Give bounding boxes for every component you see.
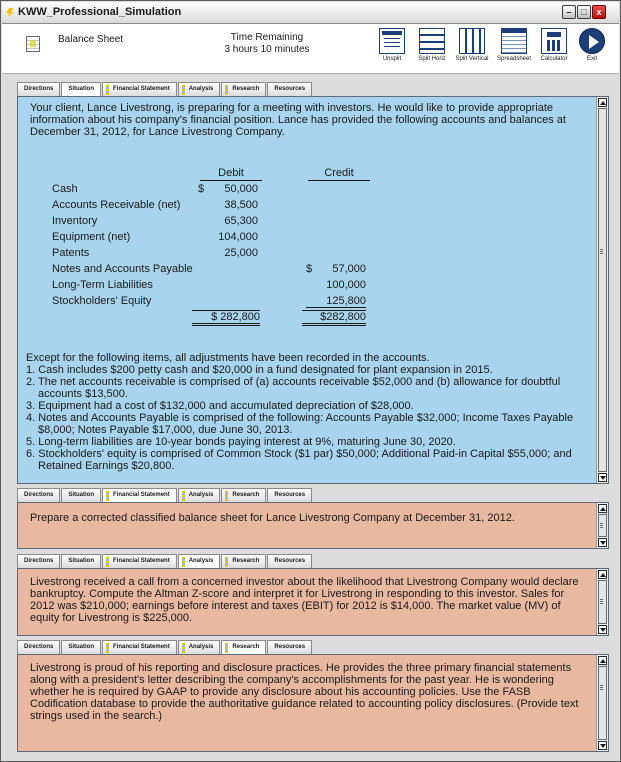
dollar-sign: $ [198, 183, 205, 195]
vertical-scrollbar[interactable] [596, 569, 608, 635]
spreadsheet-button[interactable] [494, 28, 534, 62]
time-remaining-label: Time Remaining [230, 32, 304, 43]
tab-analysis[interactable]: Analysis [178, 488, 221, 502]
table-row [52, 247, 382, 263]
credit-value: 125,800 [306, 295, 366, 308]
credit-value: 57,000 [332, 263, 366, 275]
time-remaining-value: 3 hours 10 minutes [224, 44, 310, 55]
unsplit-icon [379, 28, 405, 54]
table-row [52, 215, 382, 231]
account-name: Notes and Accounts Payable [52, 263, 193, 275]
situation-panel [17, 82, 609, 484]
scroll-down-icon[interactable] [598, 741, 607, 750]
vertical-scrollbar[interactable] [596, 97, 608, 483]
tab-bar [17, 82, 313, 96]
list-item: 5. Long-term liabilities are 10-year bonds paying interest at 9%, maturing June 30, 2020. [26, 436, 456, 448]
analysis-panel [17, 554, 609, 636]
unsplit-label: Unsplit [382, 56, 402, 62]
grip-icon [600, 685, 603, 691]
tab-research[interactable]: Research [221, 554, 266, 568]
total-credit: $282,800 [302, 310, 366, 326]
minimize-button[interactable]: – [562, 5, 576, 19]
tab-situation[interactable]: Situation [61, 640, 101, 654]
tab-bar [17, 640, 313, 654]
notes-intro: Except for the following items, all adjustments have been recorded in the accounts. [26, 352, 430, 364]
exit-button[interactable] [572, 28, 612, 62]
tab-bar [17, 488, 313, 502]
list-item: 4. Notes and Accounts Payable is comprised of the following: Accounts Payable $32,000; Income Taxes Payable $8,000; Notes Payable $17,000, due June 30, 2013. [26, 412, 574, 436]
grip-icon [600, 523, 603, 529]
tab-financial-statement[interactable]: Financial Statement [102, 554, 177, 568]
list-item: 6. Stockholders' equity is comprised of Common Stock ($1 par) $50,000; Additional Paid-in Capital $55,000; and Retained Earnings $20,800. [26, 448, 572, 472]
calculator-icon [541, 28, 567, 54]
close-button[interactable]: x [592, 5, 606, 19]
financial-statement-content [17, 502, 609, 549]
split-horizontal-button[interactable] [412, 28, 452, 62]
scroll-down-icon[interactable] [598, 625, 607, 634]
maximize-button[interactable]: □ [577, 5, 591, 19]
table-row [52, 231, 382, 247]
vertical-scrollbar[interactable] [596, 503, 608, 548]
tab-research[interactable]: Research [221, 82, 266, 96]
scroll-up-icon[interactable] [598, 504, 607, 513]
debit-value: 65,300 [224, 215, 258, 227]
tab-directions[interactable]: Directions [17, 640, 60, 654]
list-item: 3. Equipment had a cost of $132,000 and accumulated depreciation of $28,000. [26, 400, 414, 412]
spreadsheet-icon [501, 28, 527, 54]
situation-intro: Your client, Lance Livestrong, is preparing for a meeting with investors. He would like to provide appropriate information about his company's financial position. Lance has provided the following accounts and balances at December 31, 2012, for Lance Livestrong Company. [30, 102, 566, 138]
scroll-down-icon[interactable] [598, 538, 607, 547]
credit-header: Credit [308, 167, 370, 181]
header-bar [2, 24, 619, 74]
account-name: Patents [52, 247, 90, 259]
calculator-button[interactable] [534, 28, 574, 62]
calculator-label: Calculator [540, 56, 568, 62]
tab-financial-statement[interactable]: Financial Statement [102, 640, 177, 654]
dollar-sign: $ [306, 263, 313, 275]
exit-label: Exit [586, 56, 597, 62]
tab-resources[interactable]: Resources [267, 640, 312, 654]
debit-value: 104,000 [218, 231, 258, 243]
split-horizontal-label: Split Horiz [418, 56, 446, 62]
tab-financial-statement[interactable]: Financial Statement [102, 82, 177, 96]
tab-bar [17, 554, 313, 568]
totals-row [52, 310, 382, 326]
account-name: Equipment (net) [52, 231, 131, 243]
tab-financial-statement[interactable]: Financial Statement [102, 488, 177, 502]
tab-resources[interactable]: Resources [267, 82, 312, 96]
financial-statement-panel [17, 488, 609, 549]
grip-icon [600, 599, 603, 605]
scroll-down-icon[interactable] [598, 473, 607, 482]
tab-situation[interactable]: Situation [61, 82, 101, 96]
vertical-scrollbar[interactable] [596, 655, 608, 751]
table-row [52, 199, 382, 215]
lightning-icon [6, 8, 14, 17]
tab-situation[interactable]: Situation [61, 488, 101, 502]
financial-statement-text: Prepare a corrected classified balance sheet for Lance Livestrong Company at December 31, 2012. [30, 512, 515, 524]
account-name: Cash [52, 183, 78, 195]
list-item: 1. Cash includes $200 petty cash and $20,000 in a fund designated for plant expansion in 2015. [26, 364, 493, 376]
tab-situation[interactable]: Situation [61, 554, 101, 568]
tab-research[interactable]: Research [221, 640, 266, 654]
split-vertical-icon [459, 28, 485, 54]
account-name: Stockholders' Equity [52, 295, 152, 307]
tab-analysis[interactable]: Analysis [178, 82, 221, 96]
tab-resources[interactable]: Resources [267, 488, 312, 502]
account-name: Inventory [52, 215, 98, 227]
table-row [52, 295, 382, 311]
table-row [52, 263, 382, 279]
split-vertical-button[interactable] [452, 28, 492, 62]
scroll-thumb[interactable] [598, 108, 607, 472]
scroll-up-icon[interactable] [598, 656, 607, 665]
tab-resources[interactable]: Resources [267, 554, 312, 568]
debit-value: 25,000 [224, 247, 258, 259]
list-item: 2. The net accounts receivable is comprised of (a) accounts receivable $52,000 and (b) allowance for doubtful accounts $13,500. [26, 376, 561, 400]
spreadsheet-label: Spreadsheet [496, 56, 532, 62]
account-name: Long-Term Liabilities [52, 279, 153, 291]
tab-directions[interactable]: Directions [17, 554, 60, 568]
research-panel [17, 640, 609, 752]
research-text: Livestrong is proud of his reporting and disclosure practices. He provides the three primary financial statements along with a president's letter describing the company's accomplishments for the past year. He is wondering whether he is required by GAAP to provide any disclosure about his accounting policies. Use the FASB Codification database to provide the authoritative guidance related to accounting policy disclosures. (Provide text strings used in the search.) [30, 662, 579, 722]
total-debit: $ 282,800 [192, 310, 260, 326]
credit-value: 100,000 [326, 279, 366, 291]
scroll-up-icon[interactable] [598, 570, 607, 579]
research-content [17, 654, 609, 752]
analysis-text: Livestrong received a call from a concerned investor about the likelihood that Livestrong Company would declare bankruptcy. Compute the Altman Z-score and interpret it for Livestrong in responding to this investor. Sales for 2012 was $210,000; earnings before interest and taxes (EBIT) for 2012 is $14,000. The market value (MV) of equity for Livestrong is $225,000. [30, 576, 579, 624]
split-vertical-label: Split Vertical [455, 56, 489, 62]
situation-content [17, 96, 609, 484]
tab-analysis[interactable]: Analysis [178, 640, 221, 654]
analysis-content [17, 568, 609, 636]
debit-header: Debit [200, 167, 262, 181]
debit-value: 38,500 [224, 199, 258, 211]
window-title: KWW_Professional_Simulation [18, 6, 182, 18]
table-row [52, 279, 382, 295]
account-name: Accounts Receivable (net) [52, 199, 181, 211]
adjustment-notes [26, 352, 586, 472]
tab-directions[interactable]: Directions [17, 488, 60, 502]
tab-analysis[interactable]: Analysis [178, 554, 221, 568]
scroll-thumb[interactable] [598, 666, 607, 740]
debit-value: 50,000 [224, 183, 258, 195]
grip-icon [600, 249, 603, 255]
unsplit-button[interactable] [372, 28, 412, 62]
exit-icon [579, 28, 605, 54]
split-horizontal-icon [419, 28, 445, 54]
tab-research[interactable]: Research [221, 488, 266, 502]
table-row [52, 183, 382, 199]
title-bar [2, 2, 619, 24]
balance-sheet-icon [26, 36, 40, 52]
tab-directions[interactable]: Directions [17, 82, 60, 96]
scroll-up-icon[interactable] [598, 98, 607, 107]
sheet-name: Balance Sheet [58, 34, 124, 45]
